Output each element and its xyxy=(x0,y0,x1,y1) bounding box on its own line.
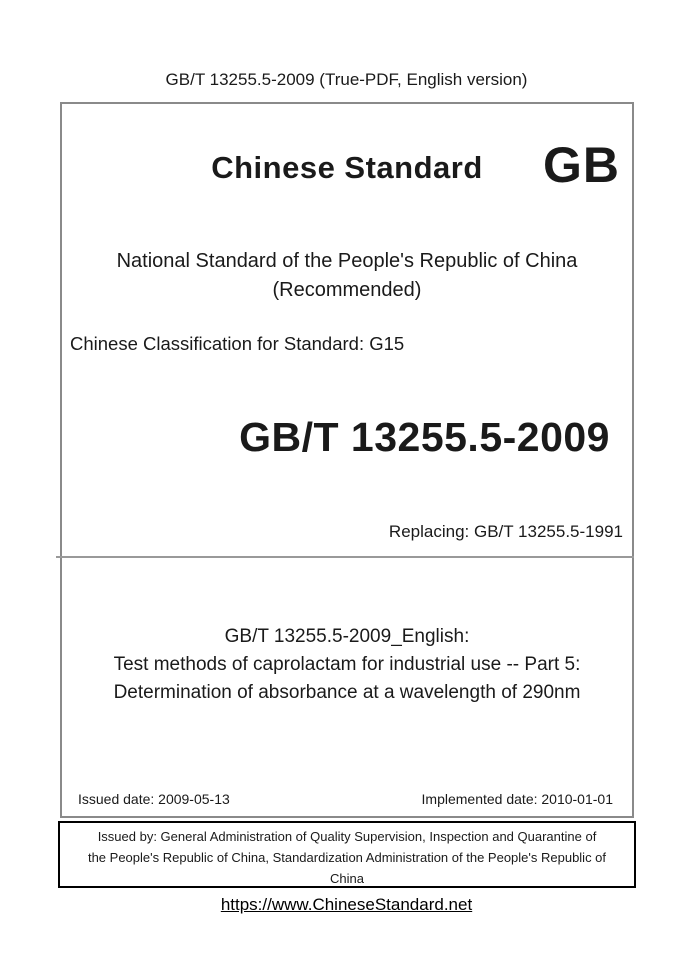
national-standard-subtitle: National Standard of the People's Republic of China xyxy=(116,250,578,272)
page-header-line: GB/T 13255.5-2009 (True-PDF, English version) xyxy=(165,70,528,89)
english-title-line2: Test methods of caprolactam for industrial use -- Part 5: xyxy=(113,654,581,675)
dates-row xyxy=(78,791,613,808)
issued-date: Issued date: 2009-05-13 xyxy=(78,791,230,807)
recommended-subtitle: (Recommended) xyxy=(272,279,422,301)
issuer-box xyxy=(58,821,636,888)
english-title-line3: Determination of absorbance at a wavelength of 290nm xyxy=(113,682,581,703)
implemented-date: Implemented date: 2010-01-01 xyxy=(421,791,613,807)
standard-number: GB/T 13255.5-2009 xyxy=(239,414,610,460)
classification-note: Chinese Classification for Standard: G15 xyxy=(70,333,405,354)
standard-cover-box xyxy=(60,102,634,818)
gb-logo: GB xyxy=(543,137,620,193)
footer-link-row xyxy=(0,896,693,915)
english-title-block xyxy=(62,623,632,707)
replacing-note: Replacing: GB/T 13255.5-1991 xyxy=(388,522,623,541)
issuer-statement: Issued by: General Administration of Quality Supervision, Inspection and Quarantine of the People's Republic of China, Standardization Administration of the People's Republic of China xyxy=(87,829,607,886)
brand-title: Chinese Standard xyxy=(211,150,483,185)
website-link[interactable]: https://www.ChineseStandard.net xyxy=(220,895,473,914)
english-title-line1: GB/T 13255.5-2009_English: xyxy=(224,626,470,647)
section-divider xyxy=(56,556,634,558)
